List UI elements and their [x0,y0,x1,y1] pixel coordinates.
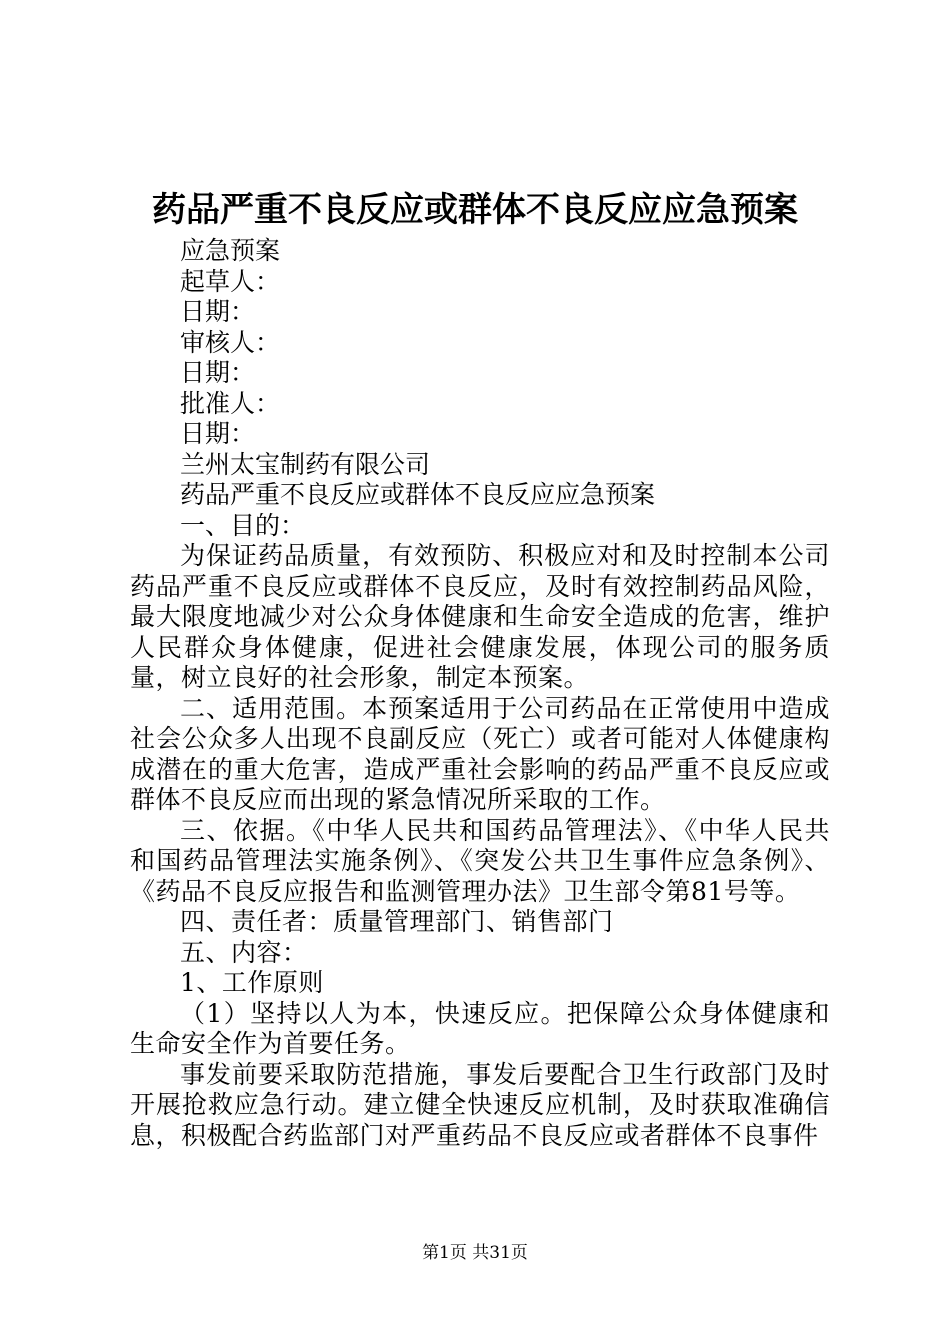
meta-line-drafter: 起草人： [180,266,281,296]
meta-line-draft-date: 日期： [180,297,256,326]
section-heading-purpose: 一、目的： [180,510,306,540]
meta-line-category: 应急预案 [180,236,281,265]
paragraph-purpose: 为保证药品质量，有效预防、积极应对和及时控制本公司药品严重不良反应或群体不良反应，及时有效控制药品风险，最大限度地减少对公众身体健康和生命安全造成的危害，维护人民群众身体健康，促进社会健康发展，体现公司的服务质量，树立良好的社会形象，制定本预案。 [130,541,830,692]
page-number-footer: 第1页 共31页 [422,1243,528,1263]
paragraph-scope: 二、适用范围。本预案适用于公司药品在正常使用中造成社会公众多人出现不良副反应（死亡）或者可能对人体健康构成潜在的重大危害，造成严重社会影响的药品严重不良反应或群体不良反应而出现的紧急情况所采取的工作。 [130,693,830,814]
document-body [130,236,830,1151]
meta-line-review-date: 日期： [180,358,256,387]
paragraph-basis: 三、依据。《中华人民共和国药品管理法》、《中华人民共和国药品管理法实施条例》、《突发公共卫生事件应急条例》、《药品不良反应报告和监测管理办法》卫生部令第81号等。 [130,815,830,906]
paragraph-content-heading: 五、内容： [180,937,308,967]
meta-line-approve-date: 日期： [180,419,256,448]
meta-line-company: 兰州太宝制药有限公司 [180,449,431,479]
document-title: 药品严重不良反应或群体不良反应应急预案 [152,190,798,230]
meta-line-approver: 批准人： [180,388,281,418]
paragraph-responsible: 四、责任者：质量管理部门、销售部门 [180,907,614,936]
meta-line-reviewer: 审核人： [180,327,281,357]
meta-line-subtitle: 药品严重不良反应或群体不良反应应急预案 [180,480,656,509]
paragraph-principle-1: （1）坚持以人为本，快速反应。把保障公众身体健康和生命安全作为首要任务。 [130,998,830,1058]
paragraph-prevention: 事发前要采取防范措施，事发后要配合卫生行政部门及时开展抢救应急行动。建立健全快速反应机制，及时获取准确信息，积极配合药监部门对严重药品不良反应或者群体不良事件 [130,1059,830,1150]
paragraph-principle-heading: 1、工作原则 [180,968,324,997]
